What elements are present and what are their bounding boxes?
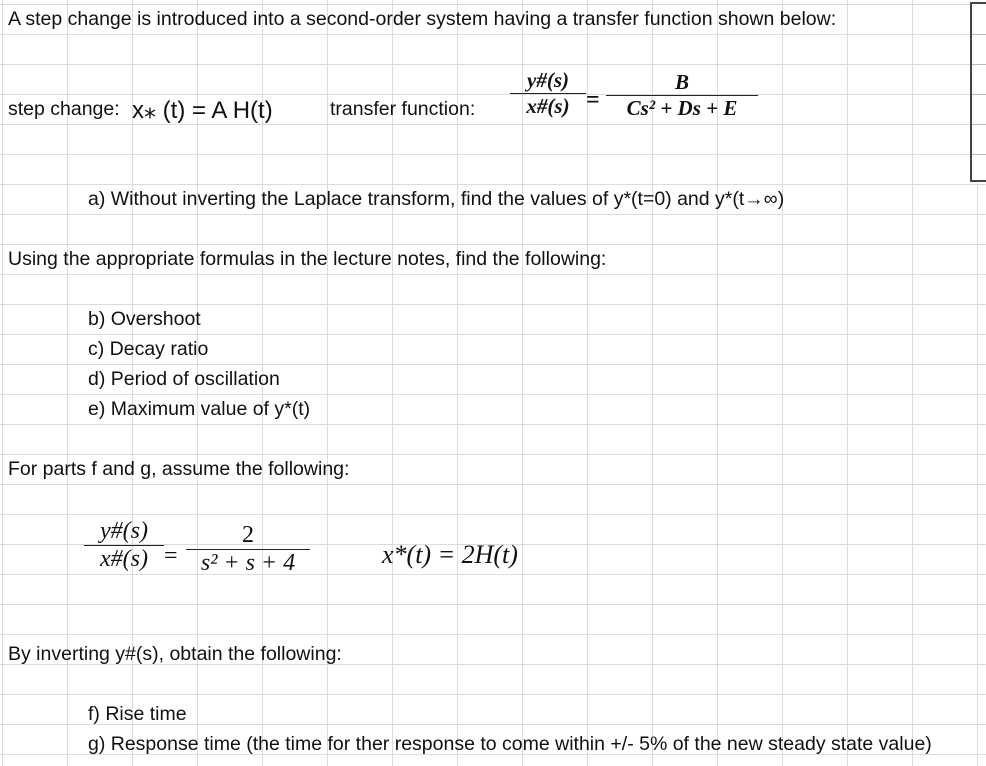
- part-a: a) Without inverting the Laplace transform, find the values of y*(t=0) and y*(t→∞): [88, 188, 785, 210]
- tf1-denominator: x#(s): [526, 94, 570, 118]
- tf1-rhs-fraction: [606, 70, 758, 121]
- part-e: e) Maximum value of y*(t): [88, 398, 311, 420]
- step-input-2: x*(t) = 2H(t): [382, 540, 518, 569]
- inverting-text: By inverting y#(s), obtain the following:: [8, 643, 342, 665]
- tf2-rhs-numerator: 2: [242, 522, 254, 548]
- tf2-equals: =: [164, 543, 178, 569]
- for-parts-text: For parts f and g, assume the following:: [8, 458, 350, 480]
- tf2-lhs-fraction: [84, 518, 164, 573]
- side-frame: [970, 2, 986, 182]
- using-formulas-text: Using the appropriate formulas in the lecture notes, find the following:: [8, 248, 607, 270]
- step-change-label: step change:: [8, 98, 120, 120]
- tf2-rhs-denominator: s² + s + 4: [200, 550, 296, 576]
- tf1-equals: =: [586, 87, 600, 113]
- step-change-expression: x⁎ (t) = A H(t): [132, 97, 273, 124]
- tf1-rhs-denominator: Cs² + Ds + E: [626, 96, 738, 120]
- part-g: g) Response time (the time for ther response to come within +/- 5% of the new steady state value): [88, 733, 932, 755]
- transfer-function-label: transfer function:: [330, 98, 476, 120]
- tf2-denominator: x#(s): [100, 546, 148, 572]
- part-b: b) Overshoot: [88, 308, 201, 330]
- tf2-rhs-fraction: [186, 522, 310, 577]
- part-c: c) Decay ratio: [88, 338, 209, 360]
- intro-text: A step change is introduced into a second-order system having a transfer function shown below:: [8, 8, 837, 30]
- tf1-lhs-fraction: [510, 68, 586, 119]
- tf1-rhs-numerator: B: [674, 70, 689, 94]
- tf2-numerator: y#(s): [100, 518, 148, 544]
- part-d: d) Period of oscillation: [88, 368, 280, 390]
- part-f: f) Rise time: [88, 703, 187, 725]
- tf1-numerator: y#(s): [527, 68, 569, 92]
